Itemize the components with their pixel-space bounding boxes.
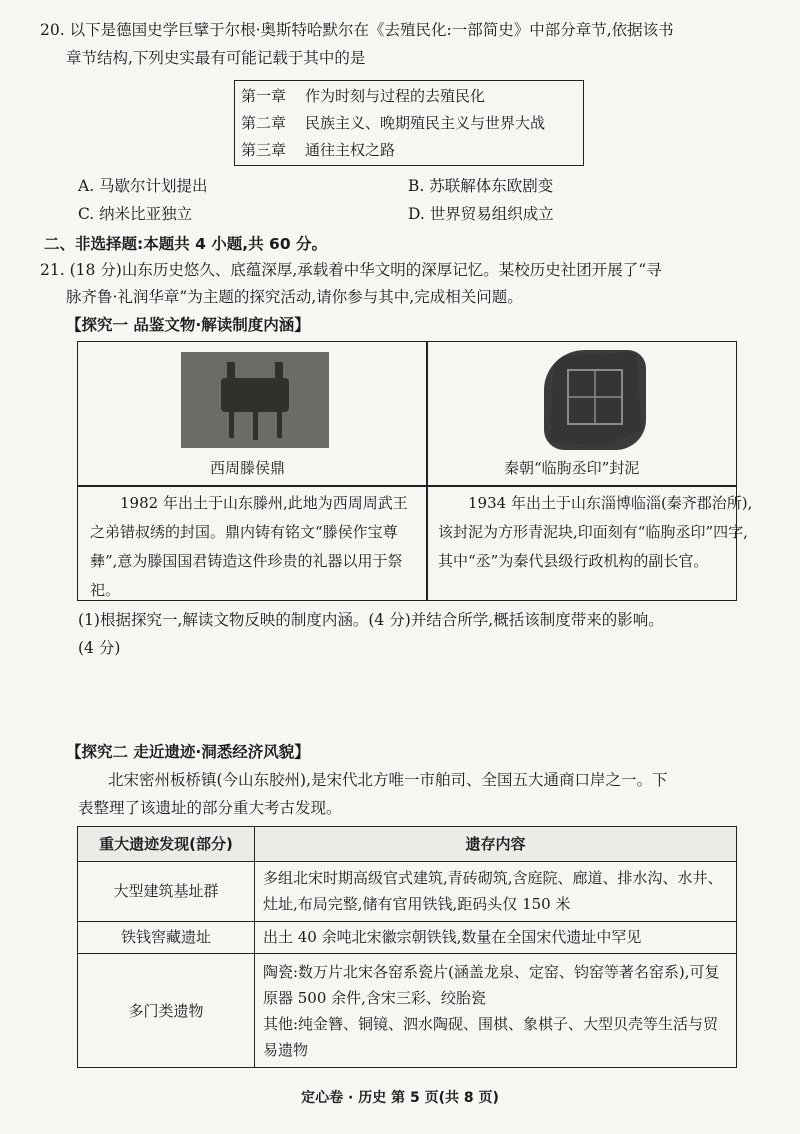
explore1-title: 【探究一 品鉴文物·解读制度内涵】 (66, 316, 310, 334)
q20-option-d: D. 世界贸易组织成立 (408, 205, 554, 223)
site-content-cell: 出土 40 余吨北宋徽宗朝铁钱,数量在全国宋代遗址中罕见 (255, 921, 737, 953)
site-name-cell: 多门类遗物 (78, 954, 255, 1068)
q21-sub1-line1: (1)根据探究一,解读文物反映的制度内涵。(4 分)并结合所学,概括该制度带来的影响。 (78, 611, 664, 629)
explore2-intro-line2: 表整理了该遗址的部分重大考古发现。 (78, 799, 342, 817)
table-row (78, 862, 737, 922)
q20-option-b: B. 苏联解体东欧剧变 (408, 177, 554, 195)
artifact2-caption: 秦朝“临朐丞印”封泥 (504, 459, 640, 477)
q21-stem-line2: 脉齐鲁·礼润华章”为主题的探究活动,请你参与其中,完成相关问题。 (66, 288, 523, 306)
q20-option-a: A. 马歇尔计划提出 (78, 177, 208, 195)
explore2-intro-line1: 北宋密州板桥镇(今山东胶州),是宋代北方唯一市舶司、全国五大通商口岸之一。下 (108, 771, 668, 789)
q21-sub1-line2: (4 分) (78, 639, 121, 657)
artifact-table (77, 341, 753, 601)
chapter-row: 第二章 民族主义、晚期殖民主义与世界大战 (241, 114, 546, 132)
table-header-cell: 重大遗迹发现(部分) (78, 827, 255, 862)
artifact1-caption: 西周滕侯鼎 (210, 459, 286, 477)
explore2-title: 【探究二 走近遗迹·洞悉经济风貌】 (66, 743, 310, 761)
site-name-cell: 铁钱窖藏遗址 (78, 921, 255, 953)
q20-stem-line1: 20. 以下是德国史学巨擘于尔根·奥斯特哈默尔在《去殖民化:一部简史》中部分章节,依据该书 (40, 21, 674, 39)
table-row (78, 921, 737, 953)
table-header-cell: 遗存内容 (255, 827, 737, 862)
chapter-row: 第三章 通往主权之路 (241, 141, 396, 159)
table-row (78, 954, 737, 1068)
clay-seal-image (544, 350, 646, 450)
chapter-list-box (234, 80, 584, 166)
q21-stem-line1: 21. (18 分)山东历史悠久、底蕴深厚,承载着中华文明的深厚记忆。某校历史社团开展了“寻 (40, 261, 662, 279)
excavation-table (77, 826, 737, 1068)
q20-stem-line2: 章节结构,下列史实最有可能记载于其中的是 (66, 49, 366, 67)
site-name-cell: 大型建筑基址群 (78, 862, 255, 922)
q20-option-c: C. 纳米比亚独立 (78, 205, 193, 223)
table-header-row (78, 827, 737, 862)
ding-vessel-image (181, 352, 329, 448)
chapter-row: 第一章 作为时刻与过程的去殖民化 (241, 87, 486, 105)
artifact1-description: 1982 年出土于山东滕州,此地为西周周武王之弟错叔绣的封国。鼎内铸有铭文“滕侯作宝尊彝”,意为滕国国君铸造这件珍贵的礼器以用于祭祀。 (90, 494, 408, 599)
table-divider (78, 485, 736, 487)
artifact2-description: 1934 年出土于山东淄博临淄(秦齐郡治所),该封泥为方形青泥块,印面刻有“临朐丞印”四字,其中“丞”为秦代县级行政机构的副长官。 (438, 494, 753, 570)
page-footer: 定心卷 · 历史 第 5 页(共 8 页) (301, 1090, 499, 1106)
table-divider (426, 342, 428, 600)
site-content-cell: 多组北宋时期高级官式建筑,青砖砌筑,含庭院、廊道、排水沟、水井、灶址,布局完整,储有官用铁钱,距码头仅 150 米 (255, 862, 737, 922)
section-heading: 二、非选择题:本题共 4 小题,共 60 分。 (44, 235, 328, 253)
site-content-cell: 陶瓷:数万片北宋各窑系瓷片(涵盖龙泉、定窑、钧窑等著名窑系),可复原器 500 余件,含宋三彩、绞胎瓷 其他:纯金簪、铜镜、泗水陶砚、围棋、象棋子、大型贝壳等生活与贸易遗物 (255, 954, 737, 1068)
